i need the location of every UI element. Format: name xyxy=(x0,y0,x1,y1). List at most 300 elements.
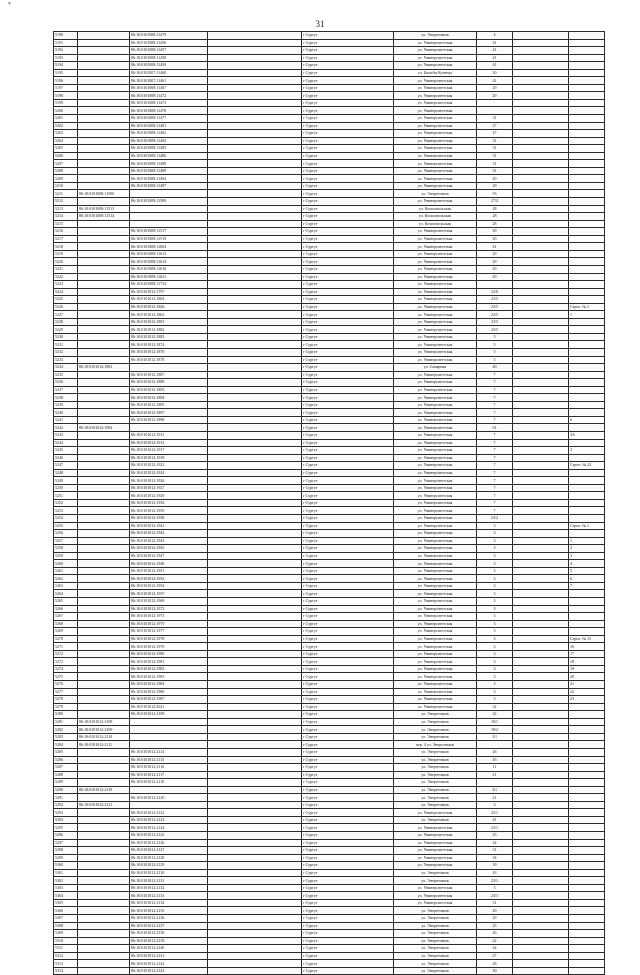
city-name: г Сургут xyxy=(302,914,394,922)
row-number: 5308 xyxy=(54,922,78,930)
note-field xyxy=(569,394,605,402)
city-name: г Сургут xyxy=(302,560,394,568)
table-row xyxy=(54,469,605,477)
note-field xyxy=(569,831,605,839)
building-field xyxy=(513,877,569,885)
extra-field xyxy=(208,130,302,138)
object-code xyxy=(78,628,130,636)
cadastral-number: 86:10:0101012:1978 xyxy=(130,635,208,643)
row-number: 5312 xyxy=(54,952,78,960)
note-field: 6 xyxy=(569,416,605,424)
street-name: ул. Университетская xyxy=(394,371,477,379)
building-field xyxy=(513,869,569,877)
city-name: г Сургут xyxy=(302,318,394,326)
building-field xyxy=(513,748,569,756)
extra-field xyxy=(208,303,302,311)
city-name: г Сургут xyxy=(302,703,394,711)
city-name: г Сургут xyxy=(302,356,394,364)
city-name: г Сургут xyxy=(302,394,394,402)
note-field: 21 xyxy=(569,681,605,689)
note-field xyxy=(569,190,605,198)
object-code xyxy=(78,922,130,930)
cadastral-number: 86:10:0101012:1895 xyxy=(130,401,208,409)
house-number: 61 xyxy=(477,424,513,432)
house-number: 29 xyxy=(477,228,513,236)
note-field xyxy=(569,477,605,485)
row-number: 5278 xyxy=(54,696,78,704)
cadastral-number: 86:10:0101012:2127 xyxy=(130,847,208,855)
object-code xyxy=(78,794,130,802)
street-name: ул. Университетская xyxy=(394,167,477,175)
city-name: г Сургут xyxy=(302,273,394,281)
cadastral-number xyxy=(130,205,208,213)
building-field xyxy=(513,296,569,304)
street-name: ул. Энергетиков xyxy=(394,794,477,802)
table-row xyxy=(54,379,605,387)
street-name: ул. Университетская xyxy=(394,665,477,673)
cadastral-number: 86:10:0101012:2128 xyxy=(130,854,208,862)
building-field xyxy=(513,718,569,726)
extra-field xyxy=(208,522,302,530)
table-row xyxy=(54,673,605,681)
object-code xyxy=(78,824,130,832)
row-number: 5296 xyxy=(54,831,78,839)
row-number: 5300 xyxy=(54,862,78,870)
extra-field xyxy=(208,930,302,938)
cadastral-number: 86:10:0101008:11604 xyxy=(130,243,208,251)
extra-field xyxy=(208,311,302,319)
building-field xyxy=(513,220,569,228)
row-number: 5245 xyxy=(54,447,78,455)
street-name: ул. Энергетиков xyxy=(394,779,477,787)
row-number: 5200 xyxy=(54,107,78,115)
city-name: г Сургут xyxy=(302,92,394,100)
extra-field xyxy=(208,839,302,847)
row-number: 5226 xyxy=(54,303,78,311)
city-name: г Сургут xyxy=(302,213,394,221)
extra-field xyxy=(208,537,302,545)
cadastral-number: 86:10:0101012:2126 xyxy=(130,839,208,847)
house-number: 28 xyxy=(477,213,513,221)
row-number: 5193 xyxy=(54,54,78,62)
street-name: ул. Университетская xyxy=(394,530,477,538)
table-row xyxy=(54,145,605,153)
building-field xyxy=(513,703,569,711)
object-code xyxy=(78,265,130,273)
street-name: ул. Энергетиков xyxy=(394,756,477,764)
street-name: ул. Университетская xyxy=(394,492,477,500)
row-number: 5232 xyxy=(54,348,78,356)
note-field xyxy=(569,967,605,975)
object-code xyxy=(78,333,130,341)
street-name: ул. Энергетиков xyxy=(394,914,477,922)
table-row xyxy=(54,409,605,417)
extra-field xyxy=(208,877,302,885)
house-number: 31 xyxy=(477,160,513,168)
extra-field xyxy=(208,673,302,681)
table-row xyxy=(54,937,605,945)
note-field: 22 xyxy=(569,688,605,696)
building-field xyxy=(513,681,569,689)
building-field xyxy=(513,39,569,47)
house-number: 7 xyxy=(477,507,513,515)
table-row xyxy=(54,431,605,439)
note-field xyxy=(569,32,605,40)
extra-field xyxy=(208,265,302,273)
row-number: 5288 xyxy=(54,771,78,779)
city-name: г Сургут xyxy=(302,537,394,545)
house-number: 25 xyxy=(477,922,513,930)
building-field xyxy=(513,537,569,545)
city-name: г Сургут xyxy=(302,628,394,636)
building-field xyxy=(513,265,569,273)
building-field xyxy=(513,492,569,500)
street-name: ул. Университетская xyxy=(394,77,477,85)
object-code xyxy=(78,967,130,975)
row-number: 5238 xyxy=(54,394,78,402)
city-name: г Сургут xyxy=(302,824,394,832)
table-row xyxy=(54,824,605,832)
street-name: ул. Энергетиков xyxy=(394,937,477,945)
house-number: 7 xyxy=(477,386,513,394)
building-field xyxy=(513,613,569,621)
row-number: 5208 xyxy=(54,167,78,175)
object-code xyxy=(78,771,130,779)
street-name: ул. Университетская xyxy=(394,228,477,236)
object-code xyxy=(78,952,130,960)
cadastral-number: 86:10:0101012:1943 xyxy=(130,537,208,545)
building-field xyxy=(513,348,569,356)
city-name: г Сургут xyxy=(302,333,394,341)
note-field xyxy=(569,764,605,772)
street-name: ул. Университетская xyxy=(394,296,477,304)
extra-field xyxy=(208,688,302,696)
extra-field xyxy=(208,250,302,258)
street-name: ул. Университетская xyxy=(394,198,477,206)
row-number: 5210 xyxy=(54,182,78,190)
note-field xyxy=(569,333,605,341)
note-field xyxy=(569,243,605,251)
house-number: 7 xyxy=(477,469,513,477)
building-field xyxy=(513,356,569,364)
note-field xyxy=(569,439,605,447)
note-field: 3А xyxy=(569,431,605,439)
street-name: ул. Университетская xyxy=(394,477,477,485)
extra-field xyxy=(208,99,302,107)
city-name: г Сургут xyxy=(302,930,394,938)
extra-field xyxy=(208,960,302,968)
extra-field xyxy=(208,552,302,560)
note-field xyxy=(569,258,605,266)
row-number: 5203 xyxy=(54,130,78,138)
extra-field xyxy=(208,167,302,175)
city-name: г Сургут xyxy=(302,801,394,809)
table-row xyxy=(54,107,605,115)
city-name: г Сургут xyxy=(302,250,394,258)
street-name: ул. Университетская xyxy=(394,341,477,349)
city-name: г Сургут xyxy=(302,530,394,538)
city-name: г Сургут xyxy=(302,937,394,945)
row-number: 5248 xyxy=(54,469,78,477)
building-field xyxy=(513,620,569,628)
table-row xyxy=(54,198,605,206)
cadastral-number: 86:10:0101012:1924 xyxy=(130,469,208,477)
extra-field xyxy=(208,364,302,372)
object-code xyxy=(78,696,130,704)
city-name: г Сургут xyxy=(302,688,394,696)
corner-mark: * xyxy=(8,2,11,8)
street-name: ул. Комсомольская xyxy=(394,213,477,221)
row-number: 5301 xyxy=(54,869,78,877)
building-field xyxy=(513,839,569,847)
building-field xyxy=(513,54,569,62)
extra-field xyxy=(208,447,302,455)
cadastral-number xyxy=(130,718,208,726)
table-row xyxy=(54,39,605,47)
building-field xyxy=(513,431,569,439)
house-number: 29 xyxy=(477,175,513,183)
cadastral-number: 86:10:0101012:2117 xyxy=(130,771,208,779)
building-field xyxy=(513,499,569,507)
street-name: ул. Университетская xyxy=(394,628,477,636)
object-code xyxy=(78,665,130,673)
city-name: г Сургут xyxy=(302,439,394,447)
street-name: ул. Билибы Кузнеца xyxy=(394,69,477,77)
note-field xyxy=(569,854,605,862)
city-name: г Сургут xyxy=(302,371,394,379)
street-name: ул. Университетская xyxy=(394,620,477,628)
street-name: ул. Энергетиков xyxy=(394,960,477,968)
city-name: г Сургут xyxy=(302,816,394,824)
city-name: г Сургут xyxy=(302,454,394,462)
street-name: ул. Университетская xyxy=(394,182,477,190)
house-number: 3 xyxy=(477,650,513,658)
extra-field xyxy=(208,341,302,349)
table-row xyxy=(54,77,605,85)
object-code xyxy=(78,552,130,560)
cadastral-number: 86:10:0101012:1927 xyxy=(130,484,208,492)
building-field xyxy=(513,250,569,258)
note-field xyxy=(569,47,605,55)
note-field xyxy=(569,628,605,636)
street-name: ул. Университетская xyxy=(394,160,477,168)
row-number: 5244 xyxy=(54,439,78,447)
building-field xyxy=(513,469,569,477)
street-name: ул. Университетская xyxy=(394,650,477,658)
note-field xyxy=(569,741,605,749)
house-number: 23/5 xyxy=(477,303,513,311)
house-number: 7 xyxy=(477,447,513,455)
extra-field xyxy=(208,967,302,975)
cadastral-number: 86:10:0101012:2141 xyxy=(130,952,208,960)
street-name: ул. Энергетиков xyxy=(394,733,477,741)
extra-field xyxy=(208,756,302,764)
house-number: 41 xyxy=(477,62,513,70)
building-field xyxy=(513,643,569,651)
building-field xyxy=(513,47,569,55)
row-number: 5194 xyxy=(54,62,78,70)
row-number: 5207 xyxy=(54,160,78,168)
cadastral-number: 86:10:0101012:2129 xyxy=(130,862,208,870)
city-name: г Сургут xyxy=(302,145,394,153)
house-number: 41 xyxy=(477,77,513,85)
note-field xyxy=(569,877,605,885)
building-field xyxy=(513,175,569,183)
building-field xyxy=(513,665,569,673)
street-name: ул. Университетская xyxy=(394,303,477,311)
building-field xyxy=(513,394,569,402)
note-field xyxy=(569,364,605,372)
row-number: 5291 xyxy=(54,794,78,802)
object-code xyxy=(78,537,130,545)
table-row xyxy=(54,907,605,915)
city-name: г Сургут xyxy=(302,726,394,734)
street-name: ул. Энергетиков xyxy=(394,764,477,772)
cadastral-number: 86:10:0101008:11494 xyxy=(130,175,208,183)
house-number: 40 xyxy=(477,364,513,372)
extra-field xyxy=(208,613,302,621)
row-number: 5228 xyxy=(54,318,78,326)
table-row xyxy=(54,515,605,523)
house-number: 29 xyxy=(477,182,513,190)
cadastral-number: 86:10:0101012:2125 xyxy=(130,831,208,839)
object-code xyxy=(78,356,130,364)
house-number: 31 xyxy=(477,847,513,855)
street-name: ул. Университетская xyxy=(394,552,477,560)
house-number: 23/1 xyxy=(477,892,513,900)
house-number: 34 xyxy=(477,854,513,862)
object-code xyxy=(78,401,130,409)
street-name: ул. Энергетиков xyxy=(394,877,477,885)
note-field xyxy=(569,937,605,945)
extra-field xyxy=(208,590,302,598)
city-name: г Сургут xyxy=(302,771,394,779)
house-number: 3 xyxy=(477,552,513,560)
table-row xyxy=(54,658,605,666)
object-code xyxy=(78,318,130,326)
row-number: 5214 xyxy=(54,213,78,221)
row-number: 5227 xyxy=(54,311,78,319)
house-number: 39 xyxy=(477,862,513,870)
cadastral-number: 86:10:0101012:1935 xyxy=(130,507,208,515)
table-row xyxy=(54,613,605,621)
extra-field xyxy=(208,258,302,266)
row-number: 5279 xyxy=(54,703,78,711)
extra-field xyxy=(208,348,302,356)
table-row xyxy=(54,620,605,628)
table-row xyxy=(54,130,605,138)
table-row xyxy=(54,281,605,289)
extra-field xyxy=(208,273,302,281)
house-number: 28 xyxy=(477,205,513,213)
table-row xyxy=(54,530,605,538)
extra-field xyxy=(208,582,302,590)
row-number: 5262 xyxy=(54,575,78,583)
table-row xyxy=(54,152,605,160)
city-name: г Сургут xyxy=(302,620,394,628)
city-name: г Сургут xyxy=(302,665,394,673)
house-number: 31 xyxy=(477,115,513,123)
street-name: ул. Энергетиков xyxy=(394,190,477,198)
extra-field xyxy=(208,281,302,289)
cadastral-number: 86:10:0101012:2109 xyxy=(130,711,208,719)
note-field xyxy=(569,794,605,802)
city-name: г Сургут xyxy=(302,598,394,606)
building-field xyxy=(513,454,569,462)
building-field xyxy=(513,130,569,138)
cadastral-number: 86:10:0101008:11509 xyxy=(130,198,208,206)
row-number: 5311 xyxy=(54,945,78,953)
table-row xyxy=(54,877,605,885)
cadastral-number: 86:10:0101012:2142 xyxy=(130,960,208,968)
cadastral-number xyxy=(130,801,208,809)
note-field xyxy=(569,816,605,824)
note-field: 3 xyxy=(569,552,605,560)
table-row xyxy=(54,726,605,734)
city-name: г Сургут xyxy=(302,741,394,749)
street-name: ул. Энергетиков xyxy=(394,907,477,915)
object-code xyxy=(78,635,130,643)
house-number: 3 xyxy=(477,665,513,673)
object-code xyxy=(78,862,130,870)
street-name: ул. Университетская xyxy=(394,409,477,417)
extra-field xyxy=(208,62,302,70)
cadastral-number: 86:10:0101008:11473 xyxy=(130,99,208,107)
extra-field xyxy=(208,228,302,236)
house-number: 3 xyxy=(477,598,513,606)
building-field xyxy=(513,167,569,175)
table-row xyxy=(54,356,605,364)
house-number: 7 xyxy=(477,477,513,485)
note-field xyxy=(569,356,605,364)
city-name: г Сургут xyxy=(302,635,394,643)
object-code xyxy=(78,937,130,945)
object-code xyxy=(78,816,130,824)
note-field xyxy=(569,960,605,968)
extra-field xyxy=(208,794,302,802)
house-number: 31 xyxy=(477,145,513,153)
extra-field xyxy=(208,937,302,945)
row-number: 5282 xyxy=(54,726,78,734)
note-field xyxy=(569,326,605,334)
note-field xyxy=(569,899,605,907)
street-name: ул. Университетская xyxy=(394,439,477,447)
note-field xyxy=(569,213,605,221)
object-code xyxy=(78,394,130,402)
street-name: ул. Университетская xyxy=(394,47,477,55)
cadastral-number: 86:10:0101012:1883 xyxy=(130,333,208,341)
table-row xyxy=(54,635,605,643)
cadastral-number: 86:10:0101012:2132 xyxy=(130,884,208,892)
table-row xyxy=(54,318,605,326)
extra-field xyxy=(208,816,302,824)
object-code xyxy=(78,54,130,62)
object-code xyxy=(78,930,130,938)
note-field xyxy=(569,371,605,379)
house-number: 3 xyxy=(477,688,513,696)
city-name: г Сургут xyxy=(302,681,394,689)
extra-field xyxy=(208,454,302,462)
note-field xyxy=(569,130,605,138)
street-name: ул. Энергетиков xyxy=(394,726,477,734)
street-name: ул. Университетская xyxy=(394,333,477,341)
city-name: г Сургут xyxy=(302,311,394,319)
object-code xyxy=(78,590,130,598)
table-row xyxy=(54,311,605,319)
note-field xyxy=(569,454,605,462)
row-number: 5246 xyxy=(54,454,78,462)
note-field xyxy=(569,107,605,115)
